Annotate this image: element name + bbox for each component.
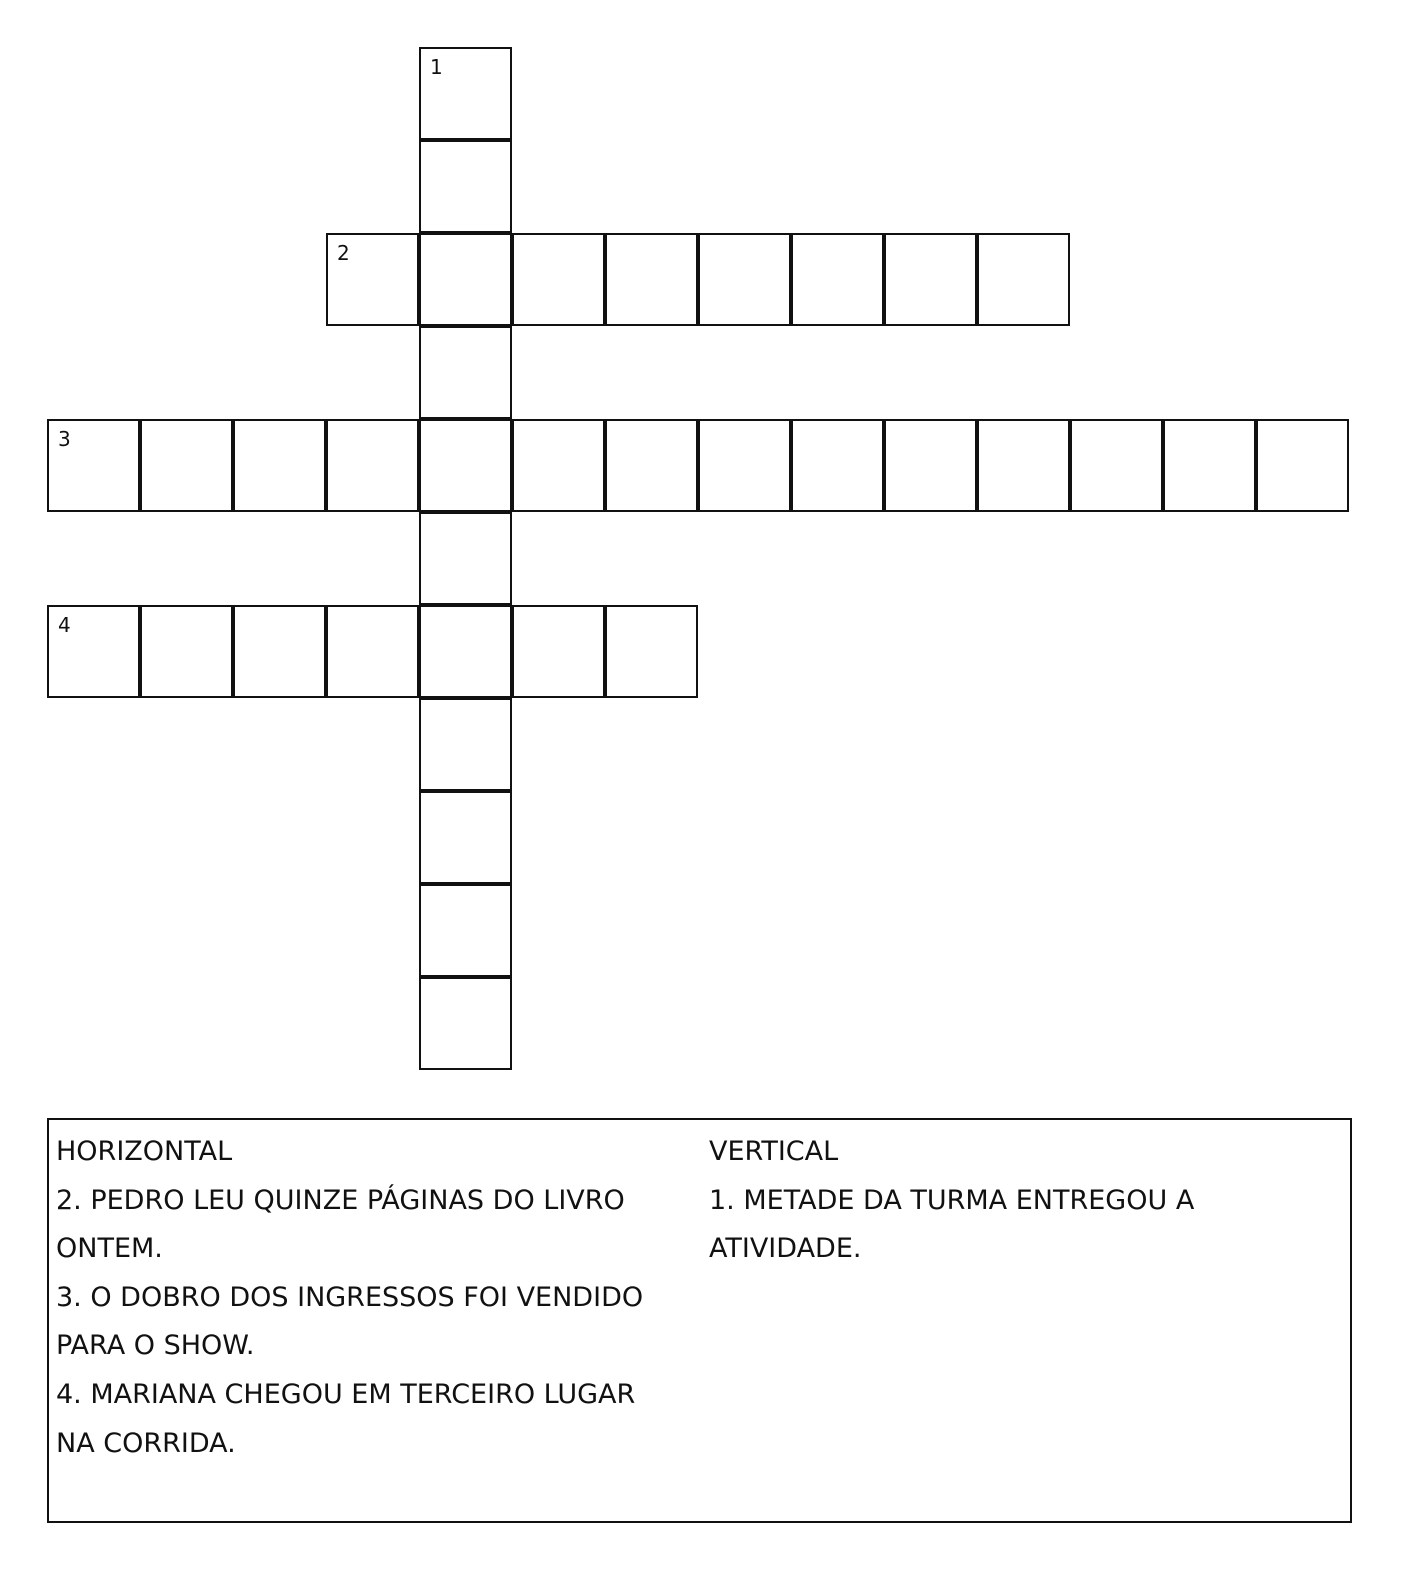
crossword-cell[interactable] (977, 419, 1070, 512)
horizontal-clues-title: HORIZONTAL (56, 1136, 233, 1167)
crossword-cell[interactable] (140, 605, 233, 698)
crossword-cell[interactable] (512, 419, 605, 512)
crossword-cell[interactable] (977, 233, 1070, 326)
crossword-cell[interactable] (698, 419, 791, 512)
crossword-cell[interactable] (47, 605, 140, 698)
clue-number-2: 2 (337, 241, 350, 265)
crossword-cell[interactable] (419, 698, 512, 791)
crossword-cell[interactable] (884, 419, 977, 512)
crossword-cell[interactable] (512, 605, 605, 698)
crossword-cell[interactable] (605, 419, 698, 512)
crossword-cell[interactable] (884, 233, 977, 326)
crossword-cell[interactable] (233, 605, 326, 698)
crossword-cell[interactable] (47, 419, 140, 512)
crossword-cell[interactable] (419, 605, 512, 698)
crossword-cell[interactable] (419, 326, 512, 419)
clue-number-3: 3 (58, 427, 71, 451)
crossword-cell[interactable] (233, 419, 326, 512)
crossword-cell[interactable] (419, 140, 512, 233)
crossword-cell[interactable] (140, 419, 233, 512)
clue-horizontal-4: 4. MARIANA CHEGOU EM TERCEIRO LUGAR NA CORRIDA. (56, 1378, 636, 1459)
crossword-cell[interactable] (419, 512, 512, 605)
crossword-cell[interactable] (419, 47, 512, 140)
clue-number-4: 4 (58, 613, 71, 637)
crossword-cell[interactable] (1256, 419, 1349, 512)
clue-number-1: 1 (430, 55, 443, 79)
crossword-cell[interactable] (605, 605, 698, 698)
crossword-cell[interactable] (698, 233, 791, 326)
crossword-cell[interactable] (419, 977, 512, 1070)
clue-vertical-1: 1. METADE DA TURMA ENTREGOU A ATIVIDADE. (709, 1184, 1195, 1265)
crossword-cell[interactable] (791, 233, 884, 326)
crossword-cell[interactable] (419, 884, 512, 977)
clue-horizontal-3: 3. O DOBRO DOS INGRESSOS FOI VENDIDO PARA O SHOW. (56, 1281, 644, 1362)
vertical-clues-title: VERTICAL (709, 1136, 839, 1167)
crossword-cell[interactable] (1163, 419, 1256, 512)
crossword-cell[interactable] (419, 419, 512, 512)
crossword-cell[interactable] (791, 419, 884, 512)
horizontal-clues (56, 1128, 668, 1468)
crossword-cell[interactable] (512, 233, 605, 326)
crossword-cell[interactable] (419, 233, 512, 326)
crossword-cell[interactable] (1070, 419, 1163, 512)
crossword-cell[interactable] (326, 233, 419, 326)
crossword-cell[interactable] (326, 419, 419, 512)
vertical-clues (709, 1128, 1249, 1274)
clues-box (47, 1118, 1352, 1523)
crossword-cell[interactable] (326, 605, 419, 698)
crossword-cell[interactable] (605, 233, 698, 326)
crossword-cell[interactable] (419, 791, 512, 884)
clue-horizontal-2: 2. PEDRO LEU QUINZE PÁGINAS DO LIVRO ONTEM. (56, 1184, 625, 1265)
